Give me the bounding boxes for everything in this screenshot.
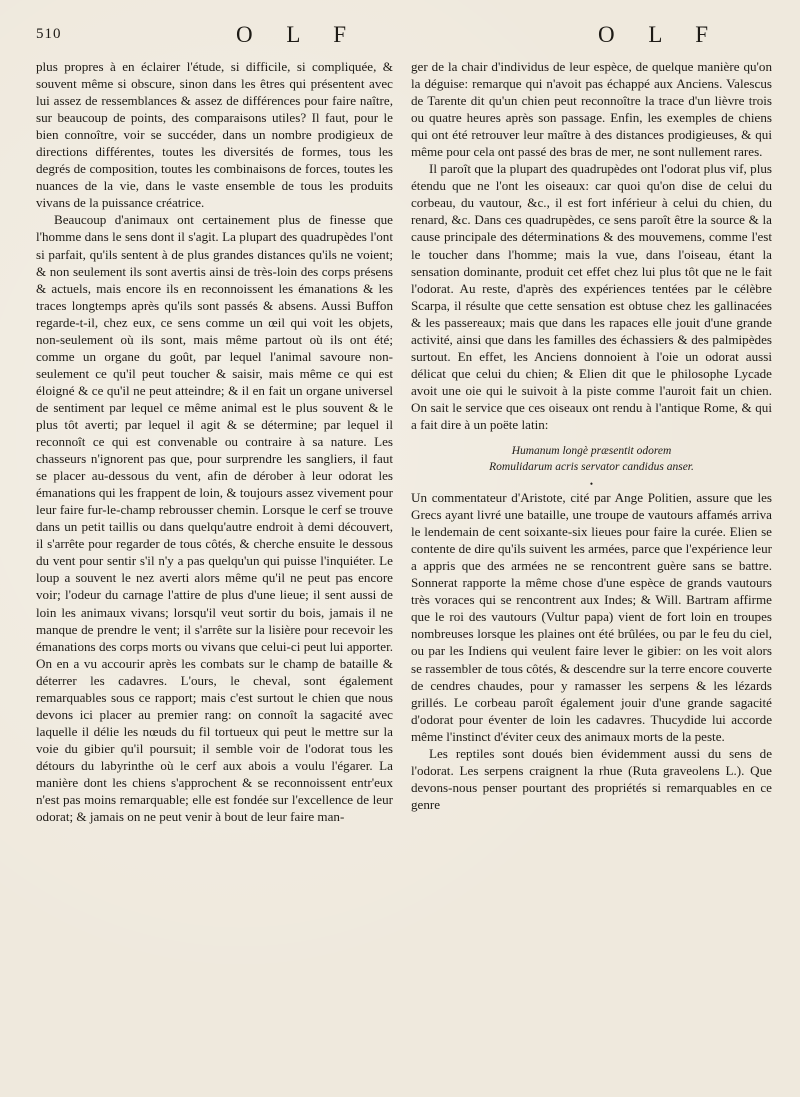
latin-quote-line-1: Humanum longè præsentit odorem (511, 445, 672, 458)
left-paragraph-2: Beaucoup d'animaux ont certainement plus de finesse que l'homme dans le sens dont il s'agit. La plupart des quadrupèdes l'ont si parfait, qu'ils sentent à de plus grandes distances qu'ils ne voient; & non seulement ils sont avertis ainsi de très-loin des corps présens & actuels, mais encore ils en reconnoissent les émanations & les traces longtemps après qu'ils sont passés & absens. Aussi Buffon regarde-t-il, chez eux, ce sens comme un œil qui voit les objets, non-seulement où ils sont, mais même partout où ils ont été; comme un organe du goût, par lequel l'animal savoure non-seulement ce qu'il peut toucher & saisir, mais même ce qui est éloigné & ce qu'il ne peut atteindre; & il en fait un organe universel de sentiment par lequel ce même animal est le plus souvent & le plus tôt averti; par lequel il agit & se détermine; par lequel il reconnoît ce qui est convenable ou contraire à sa nature. Les chasseurs n'ignorent pas que, pour surprendre les sangliers, il faut se placer au-dessous du vent, afin de dérober à leur odorat les émanations qui les frappent de loin, & toujours assez vivement pour leur faire fur-le-champ rebrousser chemin. Lorsque le cerf se trouve dans un petit taillis ou dans quelqu'autre endroit à demi découvert, il s'arrête pour regarder de tous côtés, & cherche ensuite le dessous du vent pour sentir s'il n'y a pas quelqu'un qui puisse l'inquiéter. Le loup a souvent le nez averti alors même qu'il ne peut pas encore voir; l'odeur du carnage l'attire de plus d'une lieue; il sent aussi de loin les animaux vivans; lorsqu'il veut sortir du bois, jamais il ne manque de prendre le vent; il s'arrête sur la lisière pour recevoir les émanations des corps morts ou vivans que celui-ci peut lui apporter. On en a vu accourir après les combats sur le champ de bataille & déterrer les cadavres. L'ours, le cheval, sont également remarquables sous ce rapport; mais c'est surtout le chien que nous devons ici placer au premier rang: on connoît la sagacité avec laquelle il délie les nœuds du fil tortueux qui peut le mettre sur la voie du gibier qu'il poursuit; il semble voir de l'odorat tous les détours du labyrinthe où le cerf aux abois a voulu l'égarer. La manière dont les chiens s'approchent & se reconnoissent entr'eux n'est pas moins remarquable; elle est fondée sur l'excellence de leur odorat; & jamais on ne peut venir à bout de leur faire man- (36, 212, 393, 825)
page-header (36, 22, 776, 50)
right-paragraph-4: Les reptiles sont doués bien évidemment aussi du sens de l'odorat. Les serpens craignent la rhue (Ruta graveolens L.). Que devons-nous penser pourtant des propriétés si remarquables en ce genre (411, 745, 772, 812)
right-paragraph-3: Un commentateur d'Aristote, cité par Ange Politien, assure que les Grecs ayant livré une bataille, une troupe de vautours affamés arriva le lendemain de cent soixante-six lieues pour faire la curée. Elien se contente de dire qu'ils suivent les armées, parce que l'expérience leur a appris que des armées ne se rencontrent guère sans se battre. Sonnerat rapporte la même chose d'une espèce de grands vautours très voraces qui se rencontrent aux Indes; & Will. Bartram affirme que le roi des vautours (Vultur papa) vient de fort loin en troupes nombreuses lorsque les plaines ont été brûlées, ou par le feu du ciel, ou par les Indiens qui veulent faire lever le gibier: on les voit alors se rassembler de tous côtés, & descendre sur la terre encore couverte de cendres chaudes, pour y ramasser les serpens & les lézards grillés. Le corbeau paroît également jouir d'une grande sagacité d'odorat pour éventer de loin les cadavres. Thucydide lui accorde même l'instinct d'éviter ceux des animaux morts de la peste. (411, 490, 772, 744)
latin-quote-line-2: Romulidarum acris servator candidus anser. (489, 461, 694, 474)
right-paragraph-2: Il paroît que la plupart des quadrupèdes ont l'odorat plus vif, plus étendu que ne l'ont les oiseaux: car quoi qu'on dise de celui du corbeau, du vautour, &c., il est fort inférieur à celui du chien, du renard, &c. Dans ces quadrupèdes, ce sens paroît être la source & la cause principale des déterminations & des mouvemens, comme l'est le toucher dans l'homme; mais la vue, dans l'oiseau, étant la sensation dominante, produit cet effet chez lui plus tôt que ne le fait l'odorat. Au reste, d'après des expériences tentées par le célèbre Scarpa, il résulte que cette sensation est obtuse chez les gallinacées & les passereaux; mais que dans les rapaces elle jouit d'une grande activité, ainsi que dans les familles des échassiers & des palmipèdes surtout. En effet, les Anciens donnoient à l'oie un odorat aussi délicat que celui du chien; & Elien dit que le philosophe Lycade avoit une oie qui le suivoit à la piste comme l'auroit fait un chien. On sait le service que ces oiseaux ont rendu à l'antique Rome, & qui a fait dire à un poëte latin: (411, 161, 772, 432)
right-paragraph-1: ger de la chair d'individus de leur espèce, de quelque manière qu'on la déguise: remarque qui n'avoit pas échappé aux Anciens. Valescus de Tarente dit qu'un chien peut reconnoître la trace d'un lièvre trois ou quatre heures après son passage. Enfin, les exemples de chiens qui ont été retrouver leur maître à des distances prodigieuses, & qui même pour cela ont passé des bras de mer, ne sont nullement rares. (411, 59, 772, 160)
running-head-left: O L F (236, 22, 361, 47)
page-number: 510 (36, 26, 62, 42)
left-column (36, 58, 393, 825)
ornament-dot: • (589, 479, 594, 490)
right-column (411, 58, 772, 813)
running-head-right: O L F (598, 22, 723, 47)
latin-quote (411, 443, 772, 475)
left-paragraph-1: plus propres à en éclairer l'étude, si difficile, si compliquée, & souvent même si obscure, sinon dans les êtres qui présentent avec lui assez de ressemblances & assez de différences pour faire naître, sur beaucoup de points, des comparaisons utiles? Il faut, pour le bien connoître, voir se succéder, dans un nombre prodigieux de directions différentes, toutes les diversités de formes, tous les degrés de composition, toutes les combinaisons de forces, toutes les nuances de la vie, dans le vaste ensemble de tous les produits vivans de la puissance créatrice. (36, 59, 393, 211)
